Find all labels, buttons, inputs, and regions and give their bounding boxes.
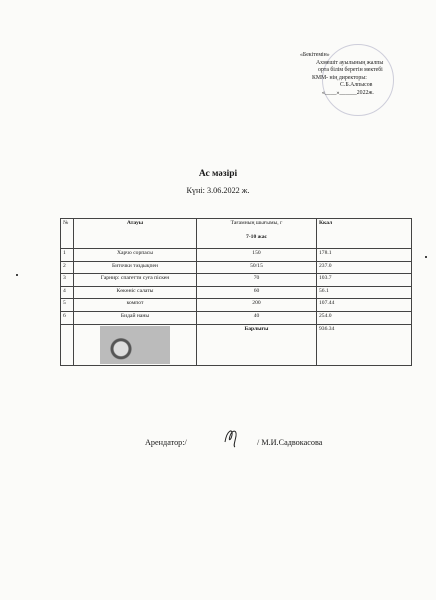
row-name: Бидай наны <box>74 311 197 324</box>
food-photo-cell <box>74 324 197 365</box>
approval-text <box>300 52 432 98</box>
row-qty: 60 <box>197 286 317 299</box>
scan-dot <box>16 274 18 276</box>
row-num: 5 <box>61 299 74 312</box>
table-row <box>61 274 412 287</box>
lessee-label: Арендатор:/ <box>145 438 187 447</box>
row-num: 4 <box>61 286 74 299</box>
approval-line: орта білім беретін мектебі <box>318 67 383 74</box>
table-row <box>61 261 412 274</box>
row-kcal: 103.7 <box>317 274 412 287</box>
row-name: Биточки тәздықпен <box>74 261 197 274</box>
approval-line: «____»______2022ж. <box>322 89 374 96</box>
row-kcal: 178.1 <box>317 249 412 262</box>
row-qty: 50/15 <box>197 261 317 274</box>
row-name: Көкөніс салаты <box>74 286 197 299</box>
table-row <box>61 311 412 324</box>
handwritten-signature <box>221 426 243 448</box>
header-num: № <box>61 219 74 249</box>
row-name: компот <box>74 299 197 312</box>
row-num: 6 <box>61 311 74 324</box>
header-qty <box>197 219 317 249</box>
approval-line: С.Б.Алпысов <box>340 82 373 89</box>
scan-dot <box>425 256 427 258</box>
row-qty: 70 <box>197 274 317 287</box>
table-row <box>61 249 412 262</box>
row-kcal: 107.44 <box>317 299 412 312</box>
table-header-row <box>61 219 412 249</box>
approval-line: КММ- нің директоры: <box>312 74 367 81</box>
header-age-group: 7-10 жас <box>246 234 267 240</box>
row-num: 3 <box>61 274 74 287</box>
approval-line: Ахмешіт ауылының жалпы <box>316 59 384 66</box>
approval-line: «Бекітемін» <box>300 52 330 58</box>
row-kcal: 56.1 <box>317 286 412 299</box>
row-qty: 40 <box>197 311 317 324</box>
row-num: 1 <box>61 249 74 262</box>
page-title: Ас мәзірі <box>198 169 238 179</box>
signature-line <box>145 438 323 447</box>
row-name: Гарнир: спагетти суға піскен <box>74 274 197 287</box>
row-kcal: 254.0 <box>317 311 412 324</box>
header-name: Атауы <box>74 219 197 249</box>
menu-table <box>60 218 412 366</box>
total-num-cell <box>61 324 74 365</box>
header-qty-label: Тағамның шығымы, г <box>230 220 283 226</box>
lessee-name: / М.И.Садвокасова <box>257 438 323 447</box>
header-kcal: Ккал <box>317 219 412 249</box>
food-photo <box>100 326 170 364</box>
row-num: 2 <box>61 261 74 274</box>
row-kcal: 237.0 <box>317 261 412 274</box>
total-label: Барлығы <box>197 324 317 365</box>
table-row <box>61 299 412 312</box>
row-qty: 200 <box>197 299 317 312</box>
table-row <box>61 286 412 299</box>
row-qty: 150 <box>197 249 317 262</box>
table-total-row <box>61 324 412 365</box>
total-kcal: 936.34 <box>317 324 412 365</box>
menu-date: Күні: 3.06.2022 ж. <box>186 186 250 195</box>
row-name: Харчо сорпасы <box>74 249 197 262</box>
